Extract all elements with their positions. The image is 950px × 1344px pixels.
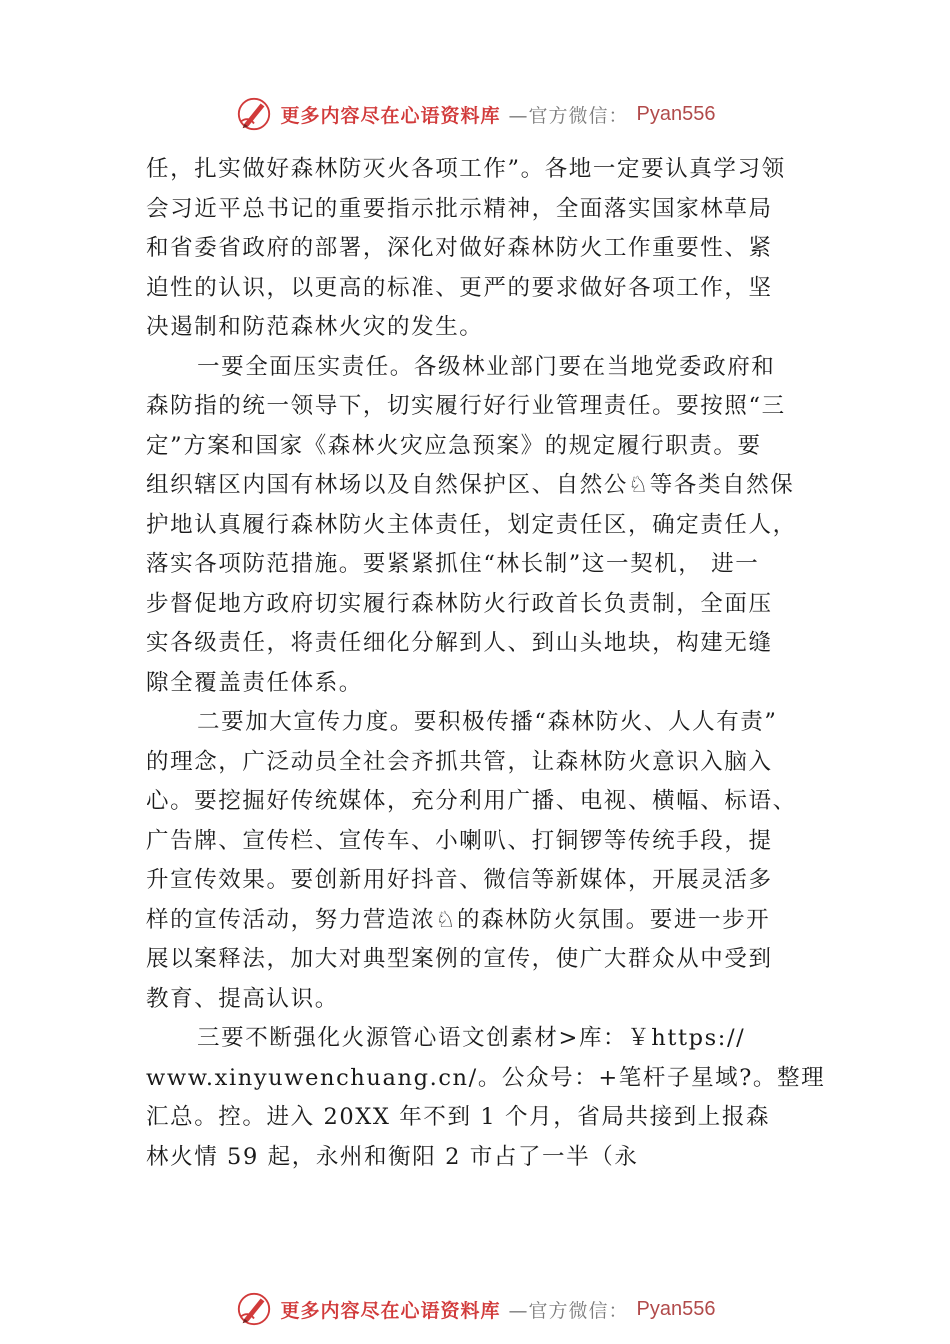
body-line: 三要不断强化火源管心语文创素材>库：￥https:// [197,1025,746,1051]
body-line: 护地认真履行森林防火主体责任，划定责任区，确定责任人， [146,511,797,538]
body-line: 迫性的认识，以更高的标准、更严的要求做好各项工作，坚 [146,274,773,301]
body-line: 二要加大宣传力度。要积极传播“森林防火、人人有责” [197,709,778,735]
pen-logo-icon [235,95,273,133]
body-line: 样的宣传活动，努力营造浓♘的森林防火氛围。要进一步开 [146,906,771,933]
body-line: 森防指的统一领导下，切实履行好行业管理责任。要按照“三 [146,393,786,419]
body-line: 任，扎实做好森林防灭火各项工作”。各地一定要认真学习领 [146,156,786,182]
body-line: 和省委省政府的部署，深化对做好森林防火工作重要性、紧 [146,235,773,261]
body-line: 汇总。控。进入 20XX 年不到 1 个月，省局共接到上报森 [146,1104,771,1130]
footer-brand-text: 更多内容尽在心语资料库 [280,1299,501,1322]
body-line: 组织辖区内国有林场以及自然保护区、自然公♘等各类自然保 [146,472,795,498]
body-line: 的理念，广泛动员全社会齐抓共管，让森林防火意识入脑入 [146,748,773,775]
body-line: 定”方案和国家《森林火灾应急预案》的规定履行职责。要 [146,432,762,459]
body-line: 落实各项防范措施。要紧紧抓住“林长制”这一契机， 进一 [146,551,760,577]
body-line: 会习近平总书记的重要指示批示精神，全面落实国家林草局 [146,195,773,222]
body-line: 展以案释法，加大对典型案例的宣传，使广大群众从中受到 [146,946,773,972]
header-brand-text: 更多内容尽在心语资料库 [280,104,501,127]
header-wechat-label: —官方微信： [508,104,629,127]
document-body [146,150,826,1177]
body-line: 教育、提高认识。 [146,985,339,1012]
body-line: 步督促地方政府切实履行森林防火行政首长负责制，全面压 [146,590,773,617]
body-line: 决遏制和防范森林火灾的发生。 [146,314,484,340]
header-wechat-id: Pyan556 [636,102,716,125]
footer-banner [0,1289,950,1329]
body-line: 广告牌、宣传栏、宣传车、小喇叭、打铜锣等传统手段，提 [146,827,773,854]
body-line: 隙全覆盖责任体系。 [146,669,363,696]
footer-wechat-id: Pyan556 [636,1297,716,1320]
header-banner [0,94,950,134]
body-line: 心。要挖掘好传统媒体，充分利用广播、电视、横幅、标语、 [146,788,797,814]
body-line: 实各级责任，将责任细化分解到人、到山头地块，构建无缝 [146,630,773,656]
body-line: 一要全面压实责任。各级林业部门要在当地党委政府和 [197,353,776,380]
body-line: www.xinyuwenchuang.cn/。公众号：+笔杆子星域?。整理 [146,1064,826,1091]
pen-logo-icon [235,1290,273,1328]
footer-wechat-label: —官方微信： [508,1299,629,1322]
body-line: 升宣传效果。要创新用好抖音、微信等新媒体，开展灵活多 [146,867,773,893]
body-line: 林火情 59 起，永州和衡阳 2 市占了一半（永 [146,1143,639,1170]
